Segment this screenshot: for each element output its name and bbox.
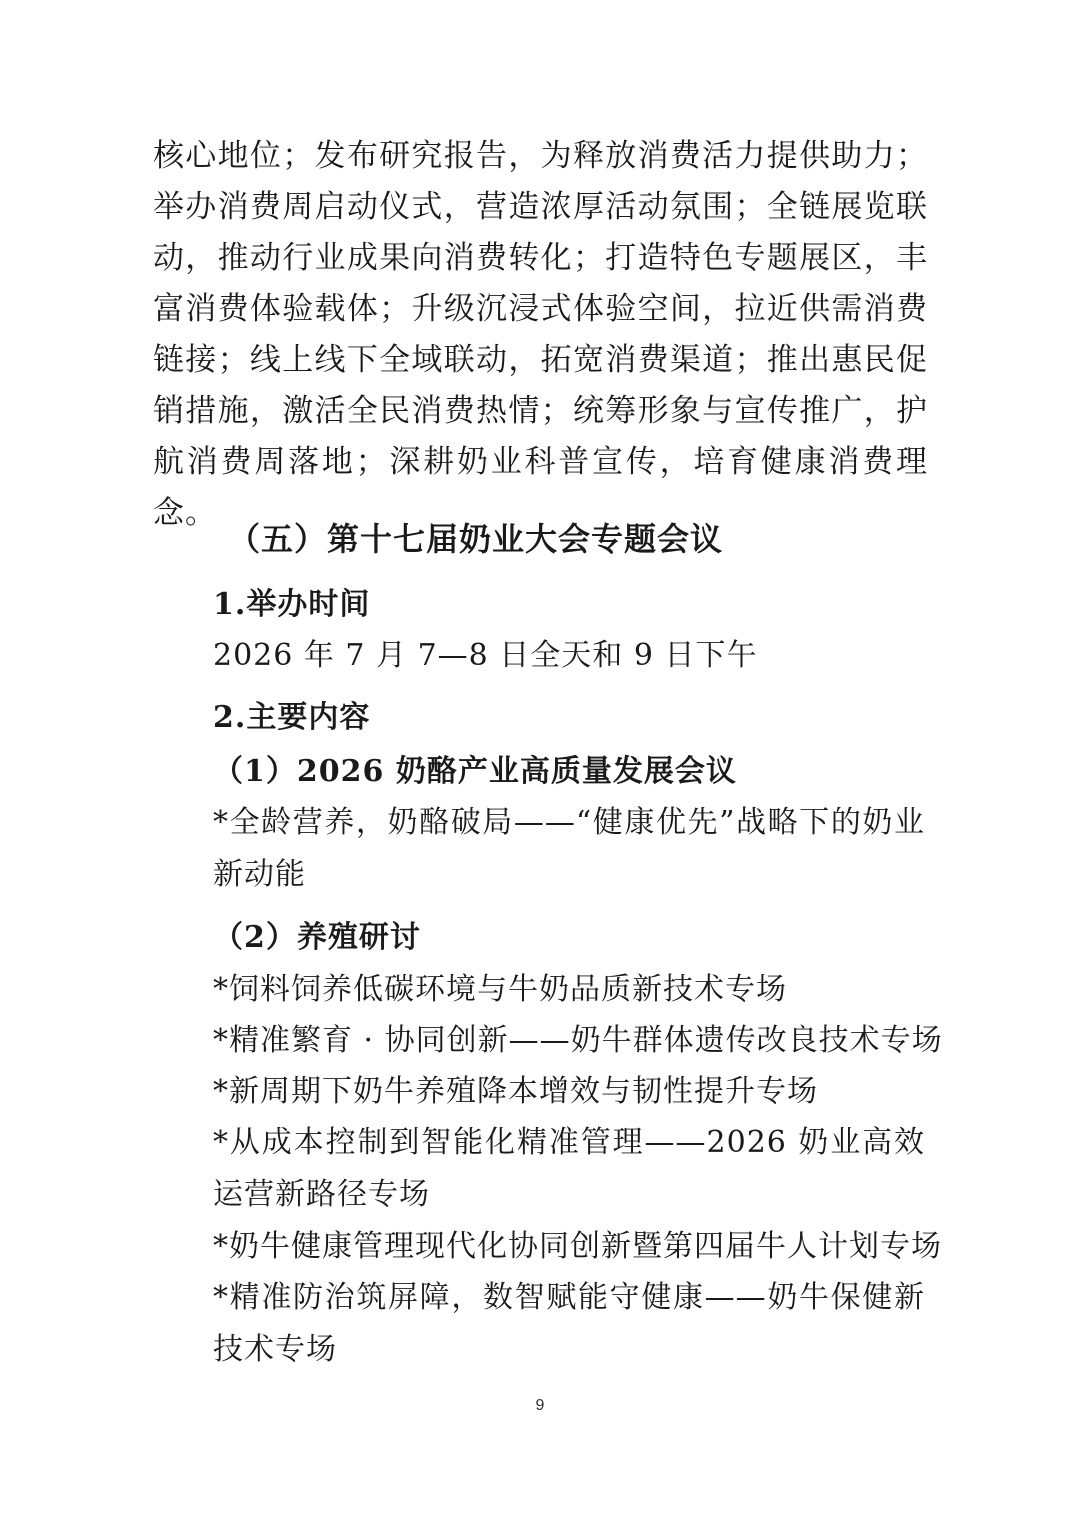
subsection-heading-1: （1）2026 奶酪产业高质量发展会议: [213, 754, 737, 789]
list-item: *饲料饲养低碳环境与牛奶品质新技术专场: [213, 972, 787, 1007]
list-item: *新周期下奶牛养殖降本增效与韧性提升专场: [213, 1074, 818, 1109]
content-heading: 2.主要内容: [213, 700, 371, 735]
opening-paragraph: 核心地位；发布研究报告，为释放消费活力提供助力；举办消费周启动仪式，营造浓厚活动氛围；全链展览联动，推动行业成果向消费转化；打造特色专题展区，丰富消费体验载体；升级沉浸式体验空间，拉近供需消费链接；线上线下全域联动，拓宽消费渠道；推出惠民促销措施，激活全民消费热情；统筹形象与宣传推广，护航消费周落地；深耕奶业科普宣传，培育健康消费理念。: [153, 138, 928, 531]
list-item: *从成本控制到智能化精准管理——2026 奶业高效运营新路径专场: [213, 1125, 925, 1212]
time-heading: 1.举办时间: [213, 587, 371, 622]
list-item: *全龄营养，奶酪破局——“健康优先”战略下的奶业新动能: [213, 805, 925, 892]
time-text: 2026 年 7 月 7—8 日全天和 9 日下午: [213, 638, 758, 673]
section-heading: （五）第十七届奶业大会专题会议: [228, 520, 724, 558]
list-item: *精准防治筑屏障，数智赋能守健康——奶牛保健新技术专场: [213, 1280, 925, 1367]
subsection-heading-2: （2）养殖研讨: [213, 920, 421, 955]
page-number: 9: [535, 1397, 545, 1414]
list-item: *精准繁育 · 协同创新——奶牛群体遗传改良技术专场: [213, 1023, 943, 1058]
list-item: *奶牛健康管理现代化协同创新暨第四届牛人计划专场: [213, 1229, 942, 1264]
